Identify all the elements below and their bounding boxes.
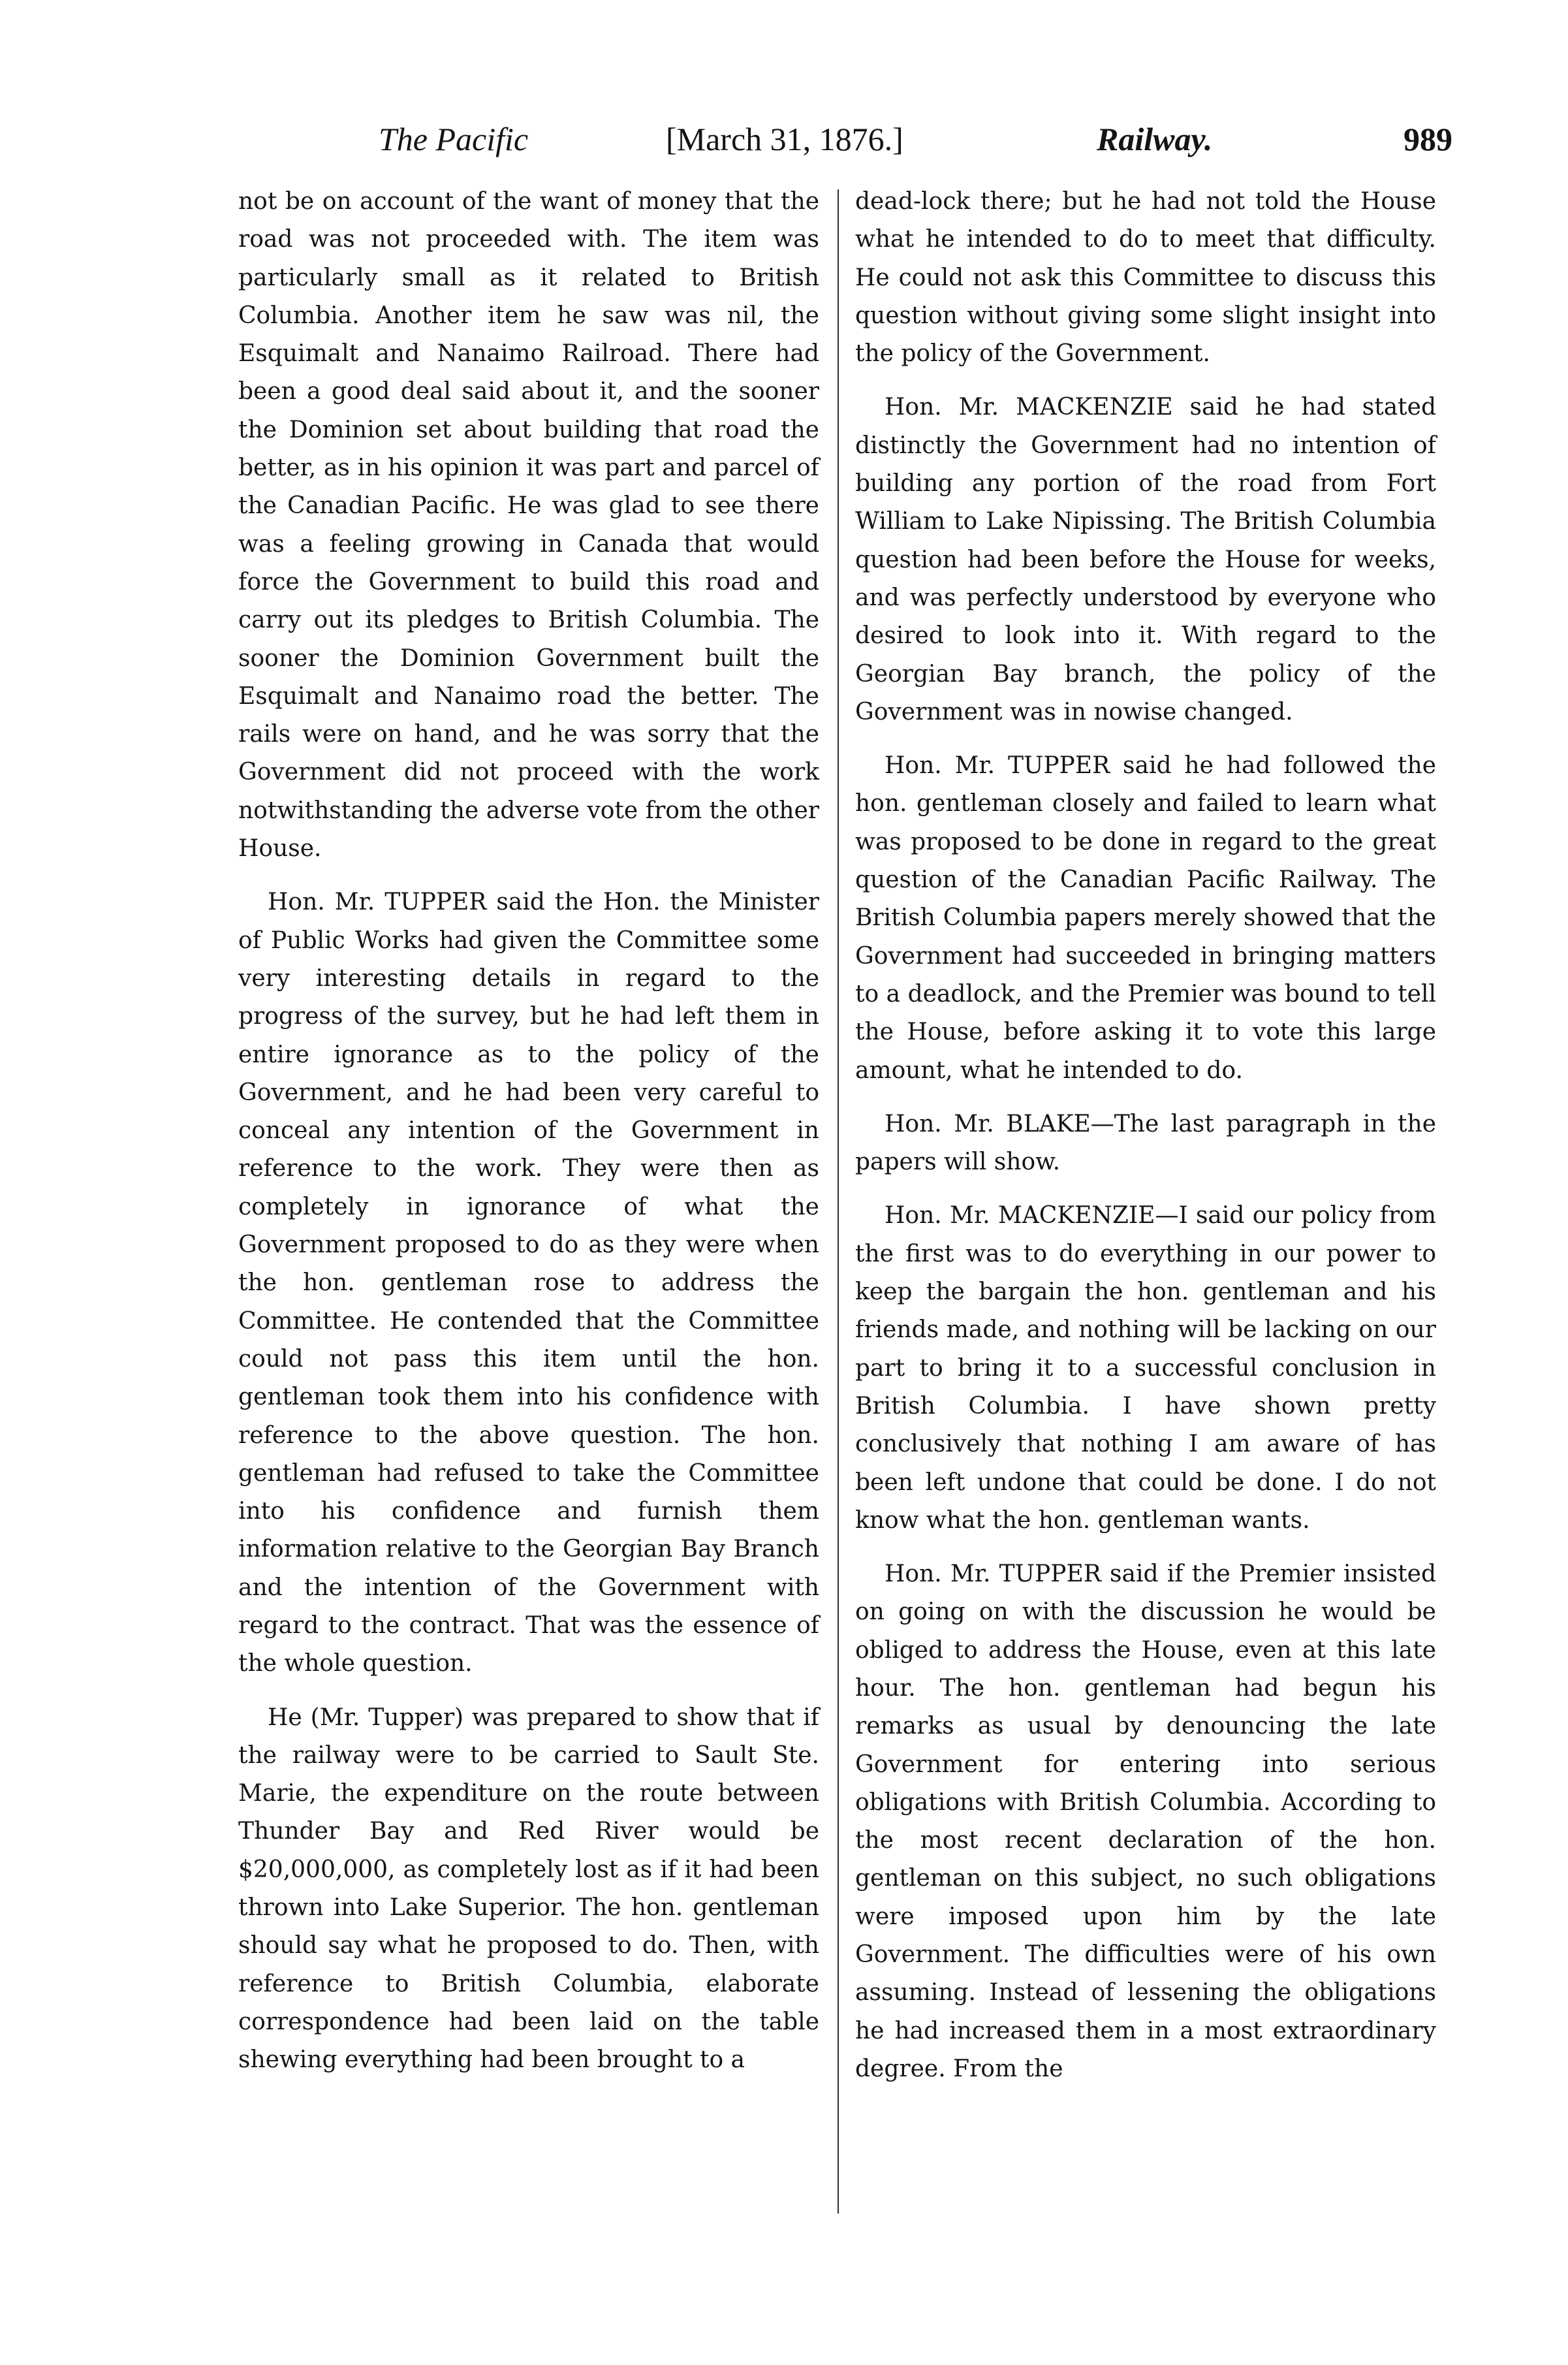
running-title-right: Railway. xyxy=(1097,121,1213,157)
left-column xyxy=(238,183,819,2080)
column-divider xyxy=(838,189,839,2214)
paragraph: Hon. Mr. MACKENZIE said he had stated distinctly the Government had no intention of building any portion of the road from Fort William to Lake Nipissing. The British Columbia question had been before the House for weeks, and was perfectly understood by everyone who desired to look into it. With regard to the Georgian Bay branch, the policy of the Government was in nowise changed. xyxy=(855,394,1436,725)
paragraph: dead-lock there; but he had not told the House what he intended to do to meet that difficulty. He could not ask this Committee to discuss this question without giving some slight insight into the policy of the Government. xyxy=(855,188,1436,368)
running-date: [March 31, 1876.] xyxy=(666,121,903,157)
paragraph: Hon. Mr. BLAKE—The last paragraph in the papers will show. xyxy=(855,1110,1436,1176)
page-header xyxy=(379,110,1452,168)
page-number: 989 xyxy=(1403,121,1452,157)
paragraph: Hon. Mr. TUPPER said if the Premier insisted on going on with the discussion he would be obliged to address the House, even at this late hour. The hon. gentleman had begun his remarks as usual by denouncing the late Government for entering into serious obligations with British Columbia. According to the most recent declaration of the hon. gentleman on this subject, no such obligations were imposed upon him by the late Government. The difficulties were of his own assuming. Instead of lessening the obligations he had increased them in a most extraordinary degree. From the xyxy=(855,1561,1436,2082)
right-column xyxy=(855,183,1436,2088)
paragraph: Hon. Mr. TUPPER said the Hon. the Minister of Public Works had given the Committee some very interesting details in regard to the progress of the survey, but he had left them in entire ignorance as to the policy of the Government, and he had been very careful to conceal any intention of the Government in reference to the work. They were then as completely in ignorance of what the Government proposed to do as they were when the hon. gentleman rose to address the Committee. He contended that the Committee could not pass this item until the hon. gentleman took them into his confidence with reference to the above question. The hon. gentleman had refused to take the Committee into his confidence and furnish them information relative to the Georgian Bay Branch and the intention of the Government with regard to the contract. That was the essence of the whole question. xyxy=(238,889,819,1677)
paragraph: He (Mr. Tupper) was prepared to show that if the railway were to be carried to Sault Ste. Marie, the expenditure on the route between Thunder Bay and Red River would be $20,000,000, as completely lost as if it had been thrown into Lake Superior. The hon. gentleman should say what he proposed to do. Then, with reference to British Columbia, elaborate correspondence had been laid on the table shewing everything had been brought to a xyxy=(238,1704,819,2074)
running-title-left: The Pacific xyxy=(379,121,529,157)
paragraph: not be on account of the want of money that the road was not proceeded with. The item was particularly small as it related to British Columbia. Another item he saw was nil, the Esquimalt and Nanaimo Railroad. There had been a good deal said about it, and the sooner the Dominion set about building that road the better, as in his opinion it was part and parcel of the Canadian Pacific. He was glad to see there was a feeling growing in Canada that would force the Government to build this road and carry out its pledges to British Columbia. The sooner the Dominion Government built the Esquimalt and Nanaimo road the better. The rails were on hand, and he was sorry that the Government did not proceed with the work notwithstanding the adverse vote from the other House. xyxy=(238,188,819,863)
paragraph: Hon. Mr. TUPPER said he had followed the hon. gentleman closely and failed to learn what was proposed to be done in regard to the great question of the Canadian Pacific Railway. The British Columbia papers merely showed that the Government had succeeded in bringing matters to a deadlock, and the Premier was bound to tell the House, before asking it to vote this large amount, what he intended to do. xyxy=(855,752,1436,1084)
paragraph: Hon. Mr. MACKENZIE—I said our policy from the first was to do everything in our power to keep the bargain the hon. gentleman and his friends made, and nothing will be lacking on our part to bring it to a successful conclusion in British Columbia. I have shown pretty conclusively that nothing I am aware of has been left undone that could be done. I do not know what the hon. gentleman wants. xyxy=(855,1202,1436,1534)
